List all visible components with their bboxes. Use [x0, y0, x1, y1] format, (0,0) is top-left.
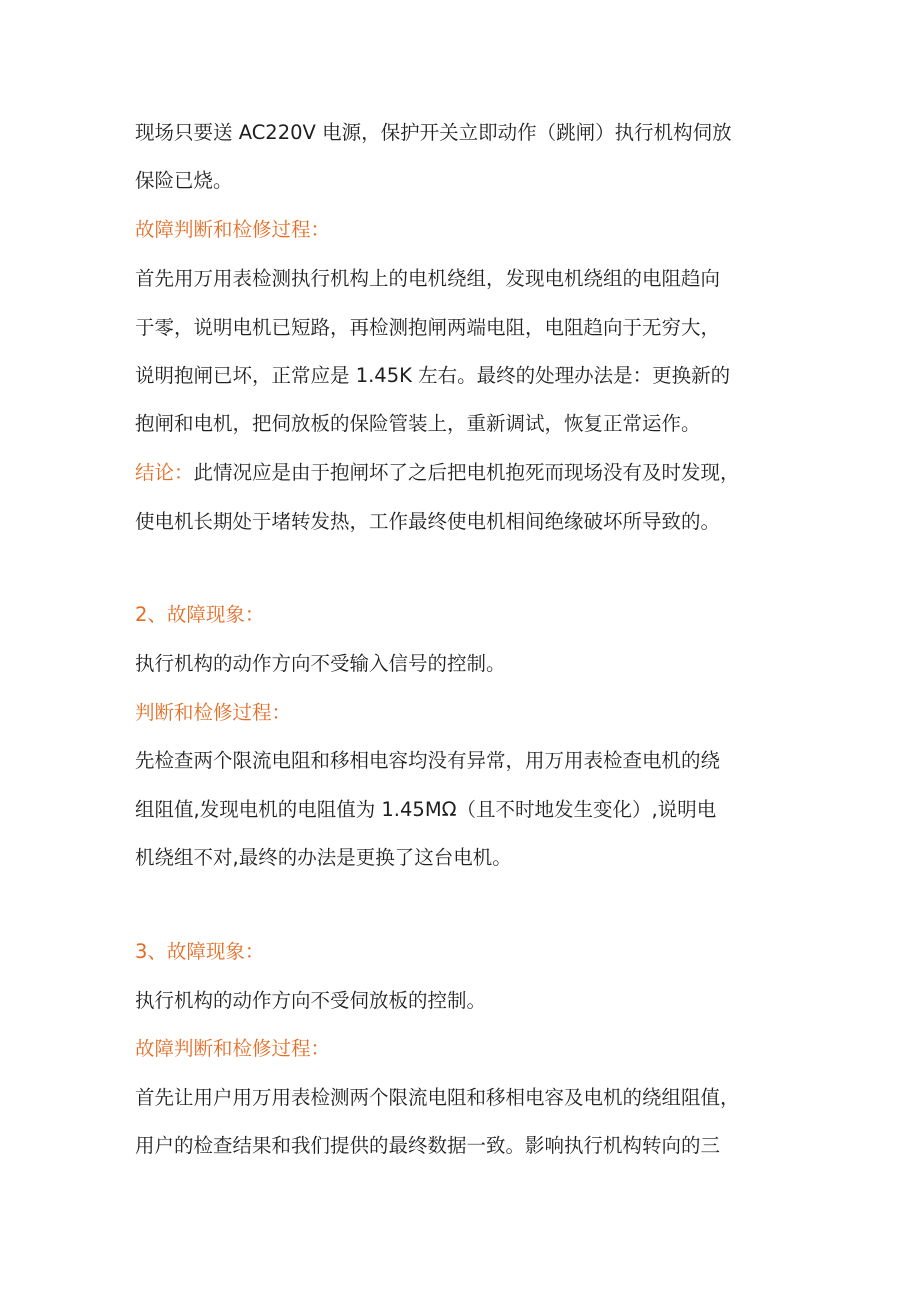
process-line-1-1: 首先用万用表检测执行机构上的电机绕组，发现电机绕组的电阻趋向 [135, 267, 721, 290]
process-heading-1: 故障判断和检修过程： [135, 218, 331, 241]
conclusion-label: 结论： [135, 461, 194, 484]
intro-line-2: 保险已烧。 [135, 169, 233, 192]
process-line-1-4: 抱闸和电机，把伺放板的保险管装上，重新调试，恢复正常运作。 [135, 412, 701, 435]
process-line-2-2: 组阻值,发现电机的电阻值为 1.45MΩ（且不时地发生变化）,说明电 [135, 798, 717, 821]
process-line-3-1: 首先让用户用万用表检测两个限流电阻和移相电容及电机的绕组阻值， [135, 1086, 740, 1109]
conclusion-text: 此情况应是由于抱闸坏了之后把电机抱死而现场没有及时发现， [193, 461, 740, 484]
process-line-3-2: 用户的检查结果和我们提供的最终数据一致。影响执行机构转向的三 [135, 1134, 721, 1157]
conclusion-line-1 [135, 458, 795, 488]
section-3-symptom: 执行机构的动作方向不受伺放板的控制。 [135, 989, 487, 1012]
conclusion-line-2: 使电机长期处于堵转发热，工作最终使电机相间绝缘破坏所导致的。 [135, 510, 721, 533]
process-line-1-3: 说明抱闸已坏，正常应是 1.45K 左右。最终的处理办法是：更换新的 [135, 364, 731, 387]
section-2-symptom: 执行机构的动作方向不受输入信号的控制。 [135, 652, 506, 675]
section-3-process-heading: 故障判断和检修过程： [135, 1037, 331, 1060]
process-line-1-2: 于零，说明电机已短路，再检测抱闸两端电阻，电阻趋向于无穷大， [135, 316, 721, 339]
intro-line-1: 现场只要送 AC220V 电源，保护开关立即动作（跳闸）执行机构伺放 [135, 121, 732, 144]
section-2-process-heading: 判断和检修过程： [135, 701, 292, 724]
process-line-2-1: 先检查两个限流电阻和移相电容均没有异常，用万用表检查电机的绕 [135, 749, 721, 772]
process-line-2-3: 机绕组不对,最终的办法是更换了这台电机。 [135, 846, 512, 869]
section-3-heading: 3、故障现象： [135, 940, 265, 963]
section-2-heading: 2、故障现象： [135, 603, 265, 626]
